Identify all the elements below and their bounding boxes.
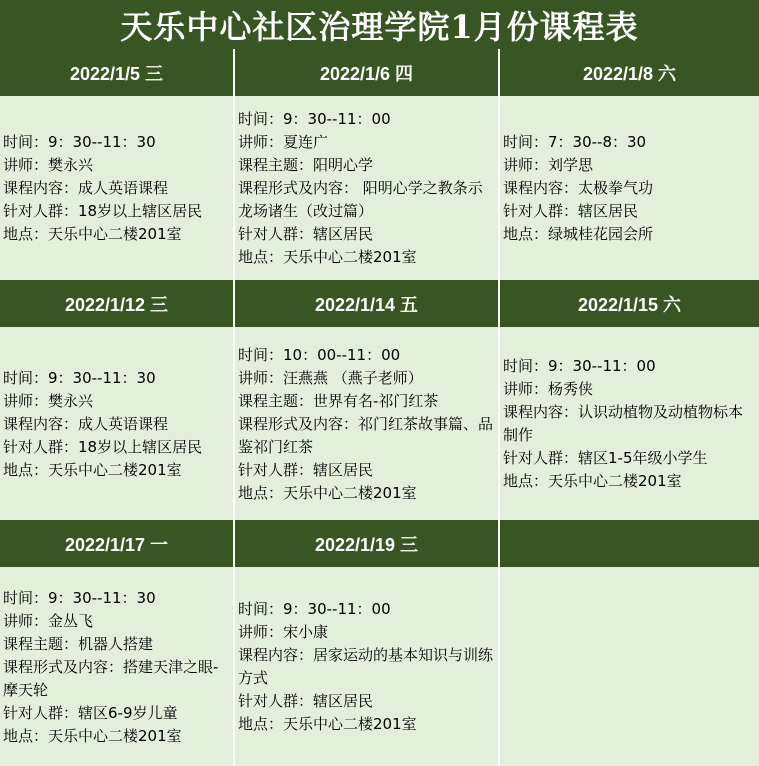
course-detail-line: 针对人群：辖区居民 [238,460,374,479]
course-details [3,367,231,482]
course-detail-line: 讲师：杨秀侠 [503,380,594,398]
course-details [3,131,231,246]
course-date-header: 2022/1/5 三 [0,49,235,97]
course-detail-line: 时间：9：30--11：00 [503,357,656,375]
course-details [238,108,496,269]
course-detail-line: 时间：9：30--11：30 [3,588,156,607]
course-detail-line: 时间：9：30--11：00 [238,110,391,128]
course-detail-line: 课程内容：成人英语课程 [3,179,169,197]
course-date-header: 2022/1/6 四 [235,49,500,97]
course-detail-line: 地点：天乐中心二楼201室 [238,248,417,266]
empty-date-header [500,520,759,568]
course-details [3,587,231,748]
course-details [238,598,496,736]
course-detail-line: 地点：天乐中心二楼201室 [238,483,417,502]
course-detail-line: 针对人群：18岁以上辖区居民 [3,202,203,220]
course-date-header: 2022/1/12 三 [0,280,235,328]
course-detail-line: 课程形式及内容：祁门红茶故事篇、品鉴祁门红茶 [238,414,494,456]
course-detail-line: 针对人群：辖区6-9岁儿童 [3,703,178,722]
course-detail-line: 讲师：樊永兴 [3,156,94,174]
course-detail-line: 地点：天乐中心二楼201室 [503,472,682,490]
course-date-header: 2022/1/17 一 [0,520,235,568]
course-date-header: 2022/1/8 六 [500,49,759,97]
course-detail-line: 讲师：刘学思 [503,156,594,174]
course-details-cell [0,568,235,766]
course-detail-line: 课程形式及内容：搭建天津之眼-摩天轮 [3,657,219,699]
course-detail-line: 地点：天乐中心二楼201室 [3,460,182,479]
course-detail-line: 讲师：汪燕燕 （燕子老师） [238,368,423,387]
schedule-grid [0,49,759,766]
course-detail-line: 地点：天乐中心二楼201室 [3,225,182,243]
course-detail-line: 课程内容：居家运动的基本知识与训练方式 [238,646,494,687]
page-title: 天乐中心社区治理学院1月份课程表 [0,0,759,49]
course-detail-line: 针对人群：18岁以上辖区居民 [3,437,203,456]
course-detail-line: 时间：10：00--11：00 [238,345,401,364]
course-detail-line: 时间：7：30--8：30 [503,133,647,151]
course-detail-line: 地点：天乐中心二楼201室 [3,726,182,745]
course-detail-line: 针对人群：辖区居民 [238,692,374,710]
course-details-cell [235,568,500,766]
course-detail-line: 课程形式及内容： 阳明心学之教条示龙场诸生（改过篇） [238,179,483,220]
course-detail-line: 课程内容：太极拳气功 [503,179,654,197]
course-details [503,131,757,246]
course-details [238,344,496,505]
course-detail-line: 课程内容：认识动植物及动植物标本制作 [503,403,744,444]
course-detail-line: 课程主题：阳明心学 [238,156,374,174]
course-details-cell [235,97,500,280]
course-date-header: 2022/1/19 三 [235,520,500,568]
course-detail-line: 讲师：夏连广 [238,133,329,151]
course-details [503,355,757,493]
course-detail-line: 课程主题：机器人搭建 [3,634,154,653]
course-details-cell [0,328,235,520]
empty-course-cell [500,568,759,766]
course-date-header: 2022/1/15 六 [500,280,759,328]
course-detail-line: 课程内容：成人英语课程 [3,414,169,433]
course-detail-line: 时间：9：30--11：30 [3,133,156,151]
course-detail-line: 针对人群：辖区1-5年级小学生 [503,449,708,467]
course-detail-line: 讲师：宋小康 [238,623,329,641]
course-details-cell [500,97,759,280]
course-detail-line: 时间：9：30--11：30 [3,368,156,387]
course-detail-line: 针对人群：辖区居民 [503,202,639,220]
course-detail-line: 地点：绿城桂花园会所 [503,225,654,243]
course-detail-line: 课程主题：世界有名-祁门红茶 [238,391,439,410]
course-detail-line: 地点：天乐中心二楼201室 [238,715,417,733]
course-detail-line: 针对人群：辖区居民 [238,225,374,243]
course-detail-line: 讲师：樊永兴 [3,391,94,410]
course-details-cell [0,97,235,280]
course-details-cell [500,328,759,520]
course-detail-line: 时间：9：30--11：00 [238,600,391,618]
course-date-header: 2022/1/14 五 [235,280,500,328]
course-detail-line: 讲师：金丛飞 [3,611,94,630]
course-details-cell [235,328,500,520]
